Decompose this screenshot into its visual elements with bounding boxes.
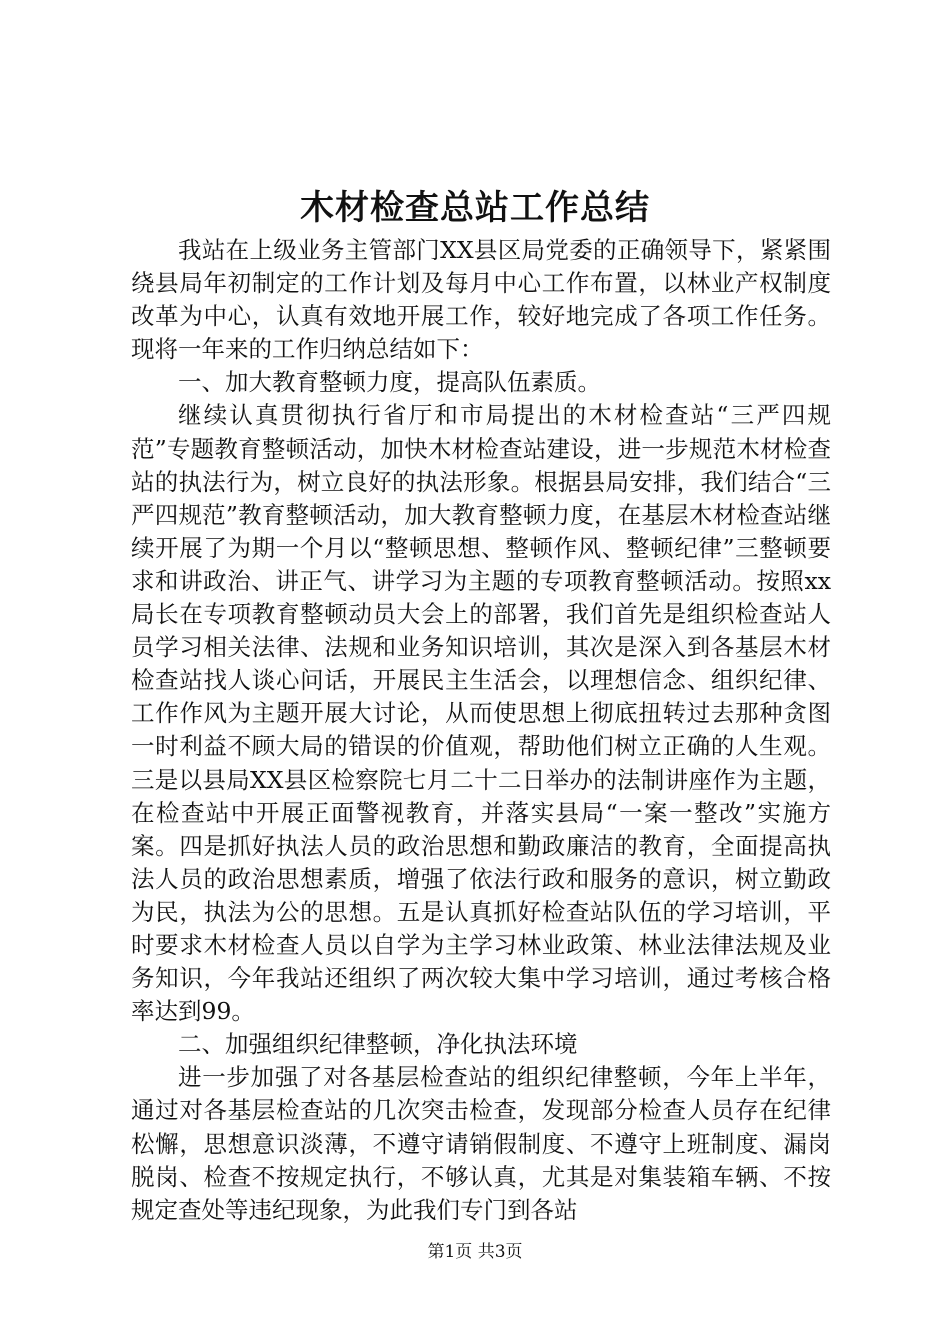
intro-paragraph: 我站在上级业务主管部门XX县区局党委的正确领导下，紧紧围绕县局年初制定的工作计划及每月中心工作布置，以林业产权制度改革为中心，认真有效地开展工作，较好地完成了各项工作任务。现将一年来的工作归纳总结如下：	[131, 236, 831, 364]
section-2-paragraph: 进一步加强了对各基层检查站的组织纪律整顿，今年上半年，通过对各基层检查站的几次突击检查，发现部分检查人员存在纪律松懈，思想意识淡薄，不遵守请销假制度、不遵守上班制度、漏岗脱岗、检查不按规定执行，不够认真，尤其是对集装箱车辆、不按规定查处等违纪现象，为此我们专门到各站	[131, 1063, 831, 1224]
page-number-footer: 第1页 共3页	[427, 1242, 523, 1262]
section-1-heading: 一、加大教育整顿力度，提高队伍素质。	[178, 368, 601, 397]
document-body	[131, 234, 831, 1227]
section-2-heading: 二、加强组织纪律整顿，净化执法环境	[178, 1030, 578, 1059]
section-1-paragraph: 继续认真贯彻执行省厅和市局提出的木材检查站“三严四规范”专题教育整顿活动，加快木材检查站建设，进一步规范木材检查站的执法行为，树立良好的执法形象。根据县局安排，我们结合“三严四规范”教育整顿活动，加大教育整顿力度，在基层木材检查站继续开展了为期一个月以“整顿思想、整顿作风、整顿纪律”三整顿要求和讲政治、讲正气、讲学习为主题的专项教育整顿活动。按照xx局长在专项教育整顿动员大会上的部署，我们首先是组织检查站人员学习相关法律、法规和业务知识培训，其次是深入到各基层木材检查站找人谈心问话，开展民主生活会，以理想信念、组织纪律、工作作风为主题开展大讨论，从而使思想上彻底扭转过去那种贪图一时利益不顾大局的错误的价值观，帮助他们树立正确的人生观。三是以县局XX县区检察院七月二十二日举办的法制讲座作为主题，在检查站中开展正面警视教育，并落实县局“一案一整改”实施方案。四是抓好执法人员的政治思想和勤政廉洁的教育，全面提高执法人员的政治思想素质，增强了依法行政和服务的意识，树立勤政为民，执法为公的思想。五是认真抓好检查站队伍的学习培训，平时要求木材检查人员以自学为主学习林业政策、林业法律法规及业务知识，今年我站还组织了两次较大集中学习培训，通过考核合格率达到99。	[131, 401, 831, 1026]
document-title: 木材检查总站工作总结	[300, 188, 650, 228]
